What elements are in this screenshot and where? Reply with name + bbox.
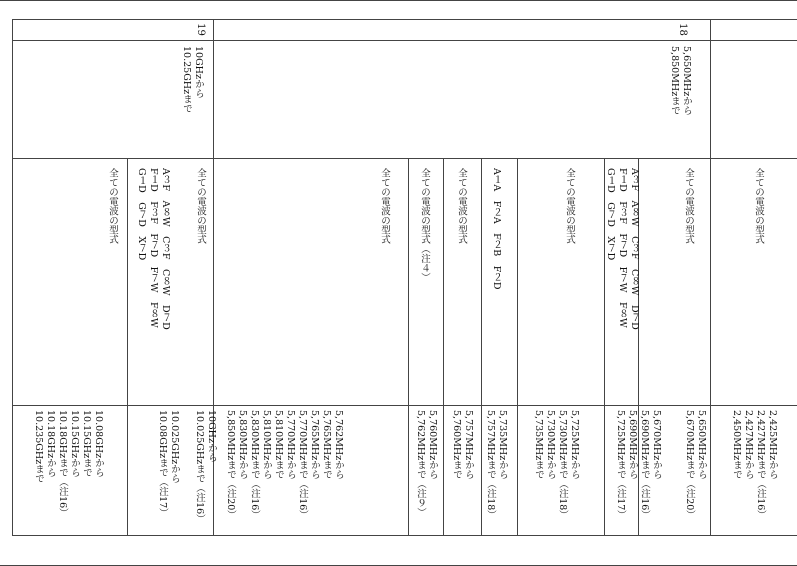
col-divider bbox=[517, 158, 518, 535]
emission-type: A３F A８W C３F C８W D７D F１D F３F F７D F７W F８W G１D G７D X７D bbox=[136, 168, 171, 330]
emission-type: 全ての電波の型式 bbox=[456, 168, 467, 244]
top-border bbox=[0, 0, 797, 1]
section-number: 19 bbox=[194, 23, 206, 36]
bottom-rule bbox=[12, 535, 797, 536]
header-rule bbox=[12, 19, 797, 20]
frequency-range: 5,670MHzから 5,690MHzまで（注16） 5,690MHzから 5,725MHzまで（注17） bbox=[615, 410, 662, 520]
frequency-range: 2,425MHzから 2,427MHzまで（注16） 2,427MHzから 2,450MHzまで bbox=[731, 410, 778, 520]
frequency-range: 10.08GHzから 10.15GHzまで 10.15GHzから 10.18GHzまで（注16） 10.18GHzから 10.235GHzまで bbox=[33, 410, 104, 518]
frequency-range: 5,762MHzから 5,765MHzまで 5,765MHzから 5,770MHzまで（注16） 5,770MHzから 5,810MHzまで 5,810MHzから 5,830MHzまで（注16） 5,830MHzから 5,850MHzまで（注20） bbox=[225, 410, 344, 520]
frequency-range: 5,725MHzから 5,730MHzまで（注18） 5,730MHzから 5,735MHzまで bbox=[533, 410, 580, 520]
emission-type: 全ての電波の型式 bbox=[195, 168, 206, 244]
section-number: 18 bbox=[676, 23, 688, 36]
emission-type: 全ての電波の型式 bbox=[379, 168, 390, 244]
frequency-range: 5,757MHzから 5,760MHzまで bbox=[451, 410, 474, 480]
col-divider bbox=[710, 19, 711, 535]
col-divider bbox=[408, 158, 409, 535]
emission-type: 全ての電波の型式 bbox=[683, 168, 694, 244]
section-rule bbox=[12, 40, 797, 41]
emission-type: 全ての電波の型式（注４） bbox=[419, 168, 430, 282]
emission-rule bbox=[12, 405, 797, 406]
band-rule bbox=[12, 158, 797, 159]
col-divider bbox=[481, 158, 482, 535]
band-label: 5,650MHzから 5,850MHzまで bbox=[669, 46, 692, 116]
frequency-range: 5,760MHzから 5,762MHzまで（注９） bbox=[415, 410, 438, 518]
col-divider bbox=[12, 19, 13, 535]
emission-type: 全ての電波の型式 bbox=[107, 168, 118, 244]
emission-type: A３F A８W C３F C８W D７D F１D F３F F７D F７W F８W G１D G７D X７D bbox=[605, 168, 640, 330]
frequency-range: 10GHzから 10.025GHzまで（注16） bbox=[194, 410, 217, 524]
frequency-range: 10.025GHzから 10.08GHzまで（注17） bbox=[157, 410, 180, 518]
col-divider bbox=[443, 158, 444, 535]
emission-type: A１A F２A F２B F２D bbox=[491, 168, 502, 290]
band-label: 10GHzから 10.25GHzまで bbox=[181, 46, 204, 114]
frequency-range: 5,650MHzから 5,670MHzまで（注20） bbox=[684, 410, 707, 520]
emission-type: 全ての電波の型式 bbox=[753, 168, 764, 244]
col-divider bbox=[127, 158, 128, 535]
frequency-range: 5,735MHzから 5,757MHzまで（注18） bbox=[485, 410, 508, 520]
emission-type: 全ての電波の型式 bbox=[564, 168, 575, 244]
